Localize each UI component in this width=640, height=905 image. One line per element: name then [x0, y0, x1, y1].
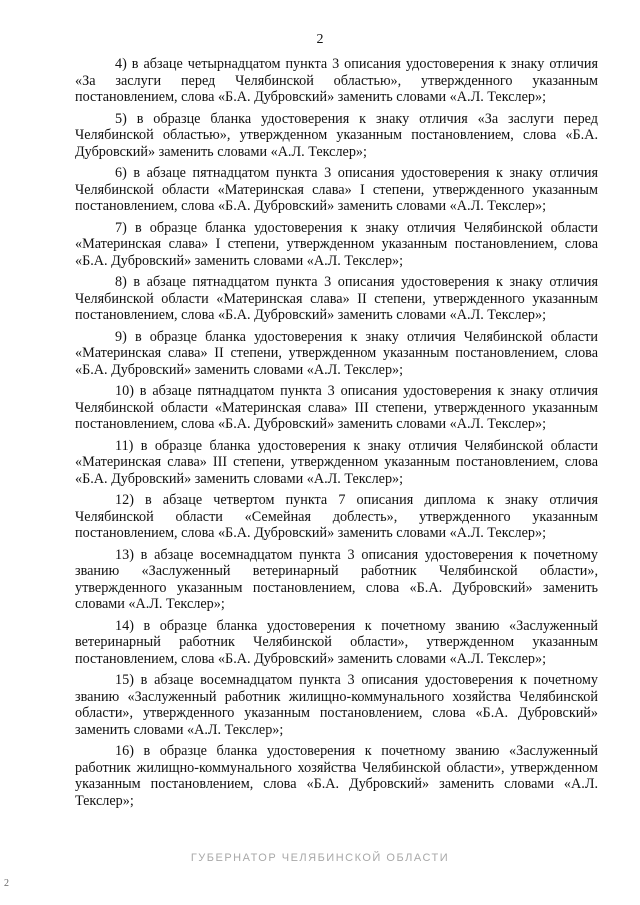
- paragraph: 16) в образце бланка удостоверения к почетному званию «Заслуженный работник жилищно-коммунального хозяйства Челябинской области», утвержденном указанным постановлением, слова «Б.А. Дубровский» заменить словами «А.Л. Текслер»;: [75, 743, 598, 809]
- paragraph: 9) в образце бланка удостоверения к знаку отличия Челябинской области «Материнская слава» II степени, утвержденном указанным постановлением, слова «Б.А. Дубровский» заменить словами «А.Л. Текслер»;: [75, 328, 598, 378]
- paragraph: 10) в абзаце пятнадцатом пункта 3 описания удостоверения к знаку отличия Челябинской области «Материнская слава» III степени, утвержденного указанным постановлением, слова «Б.А. Дубровский» заменить словами «А.Л. Текслер»;: [75, 383, 598, 432]
- paragraph: 15) в абзаце восемнадцатом пункта 3 описания удостоверения к почетному званию «Заслуженный работник жилищно-коммунального хозяйства Челябинской области», утвержденного указанным постановлением, слова «Б.А. Дубровский» заменить словами «А.Л. Текслер»;: [75, 672, 598, 738]
- document-body: [75, 56, 598, 814]
- margin-mark: 2: [4, 878, 9, 889]
- paragraph: 11) в образце бланка удостоверения к знаку отличия Челябинской области «Материнская слава» III степени, утвержденном указанным постановлением, слова «Б.А. Дубровский» заменить словами «А.Л. Текслер»;: [75, 437, 598, 487]
- paragraph: 6) в абзаце пятнадцатом пункта 3 описания удостоверения к знаку отличия Челябинской области «Материнская слава» I степени, утвержденного указанным постановлением, слова «Б.А. Дубровский» заменить словами «А.Л. Текслер»;: [75, 165, 598, 214]
- paragraph: 13) в абзаце восемнадцатом пункта 3 описания удостоверения к почетному званию «Заслуженный ветеринарный работник Челябинской области», утвержденного указанным постановлением, слова «Б.А. Дубровский» заменить словами «А.Л. Текслер»;: [75, 546, 598, 612]
- paragraph: 4) в абзаце четырнадцатом пункта 3 описания удостоверения к знаку отличия «За заслуги перед Челябинской областью», утвержденного указанным постановлением, слова «Б.А. Дубровский» заменить словами «А.Л. Текслер»;: [75, 56, 598, 105]
- paragraph: 7) в образце бланка удостоверения к знаку отличия Челябинской области «Материнская слава» I степени, утвержденном указанным постановлением, слова «Б.А. Дубровский» заменить словами «А.Л. Текслер»;: [75, 219, 598, 269]
- paragraph: 8) в абзаце пятнадцатом пункта 3 описания удостоверения к знаку отличия Челябинской области «Материнская слава» II степени, утвержденного указанным постановлением, слова «Б.А. Дубровский» заменить словами «А.Л. Текслер»;: [75, 274, 598, 323]
- paragraph: 5) в образце бланка удостоверения к знаку отличия «За заслуги перед Челябинской областью», утвержденном указанным постановлением, слова «Б.А. Дубровский» заменить словами «А.Л. Текслер»;: [75, 110, 598, 160]
- footer-watermark: ГУБЕРНАТОР ЧЕЛЯБИНСКОЙ ОБЛАСТИ: [190, 852, 450, 864]
- paragraph: 12) в абзаце четвертом пункта 7 описания диплома к знаку отличия Челябинской области «Семейная доблесть», утвержденного указанным постановлением, слова «Б.А. Дубровский» заменить словами «А.Л. Текслер»;: [75, 492, 598, 541]
- paragraph: 14) в образце бланка удостоверения к почетному званию «Заслуженный ветеринарный работник Челябинской области», утвержденном указанным постановлением, слова «Б.А. Дубровский» заменить словами «А.Л. Текслер»;: [75, 617, 598, 667]
- page-number: 2: [316, 32, 324, 47]
